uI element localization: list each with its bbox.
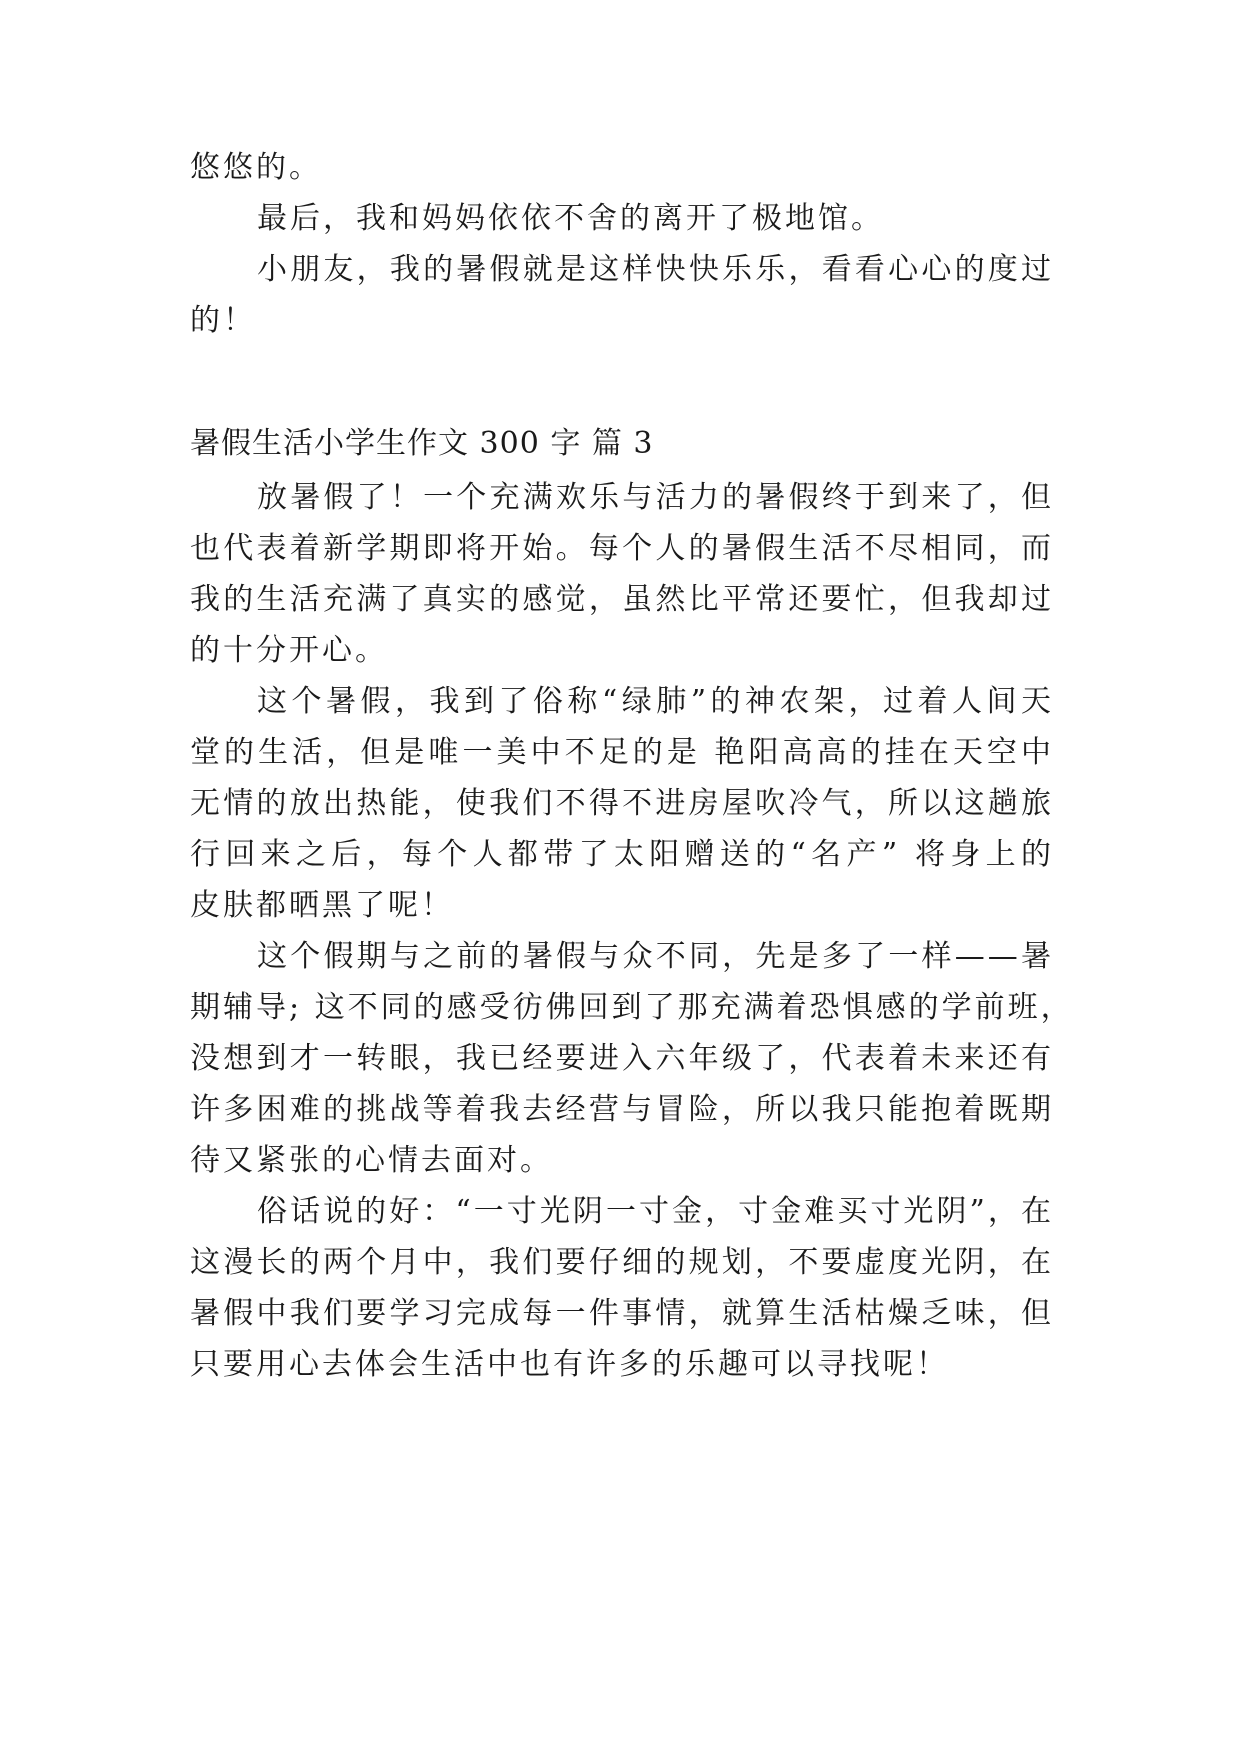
text-line: 皮肤都晒黑了呢！ <box>190 888 454 923</box>
text-line: 也代表着新学期即将开始。每个人的暑假生活不尽相同，而 <box>190 531 1054 566</box>
text-line: 小朋友，我的暑假就是这样快快乐乐，看看心心的度过 <box>257 252 1054 287</box>
text-line: 堂的生活，但是唯一美中不足的是 艳阳高高的挂在天空中 <box>190 735 1054 770</box>
text-line: 待又紧张的心情去面对。 <box>190 1143 553 1178</box>
text-line: 这漫长的两个月中，我们要仔细的规划，不要虚度光阴，在 <box>190 1245 1054 1280</box>
text-line: 许多困难的挑战等着我去经营与冒险，所以我只能抱着既期 <box>190 1092 1054 1127</box>
text-line: 的十分开心。 <box>190 633 388 668</box>
text-line: 这个暑假，我到了俗称“绿肺”的神农架，过着人间天 <box>257 684 1054 719</box>
text-line: 的！ <box>190 303 256 338</box>
text-line: 行回来之后，每个人都带了太阳赠送的“名产” 将身上的 <box>190 837 1054 872</box>
text-line: 只要用心去体会生活中也有许多的乐趣可以寻找呢！ <box>190 1347 949 1382</box>
text-line: 期辅导; 这不同的感受彷佛回到了那充满着恐惧感的学前班， <box>190 990 1074 1025</box>
text-line: 无情的放出热能，使我们不得不进房屋吹冷气，所以这趟旅 <box>190 786 1054 821</box>
text-line: 放暑假了！一个充满欢乐与活力的暑假终于到来了，但 <box>257 480 1054 515</box>
text-line: 没想到才一转眼，我已经要进入六年级了，代表着未来还有 <box>190 1041 1054 1076</box>
text-line: 这个假期与之前的暑假与众不同，先是多了一样——暑 <box>257 939 1054 974</box>
text-line: 我的生活充满了真实的感觉，虽然比平常还要忙，但我却过 <box>190 582 1054 617</box>
text-line: 暑假中我们要学习完成每一件事情，就算生活枯燥乏味，但 <box>190 1296 1054 1331</box>
article-title: 暑假生活小学生作文 300 字 篇 3 <box>190 426 654 461</box>
text-line: 最后，我和妈妈依依不舍的离开了极地馆。 <box>257 201 884 236</box>
text-line: 俗话说的好：“一寸光阴一寸金，寸金难买寸光阴”，在 <box>257 1194 1054 1229</box>
text-line: 悠悠的。 <box>190 150 322 185</box>
